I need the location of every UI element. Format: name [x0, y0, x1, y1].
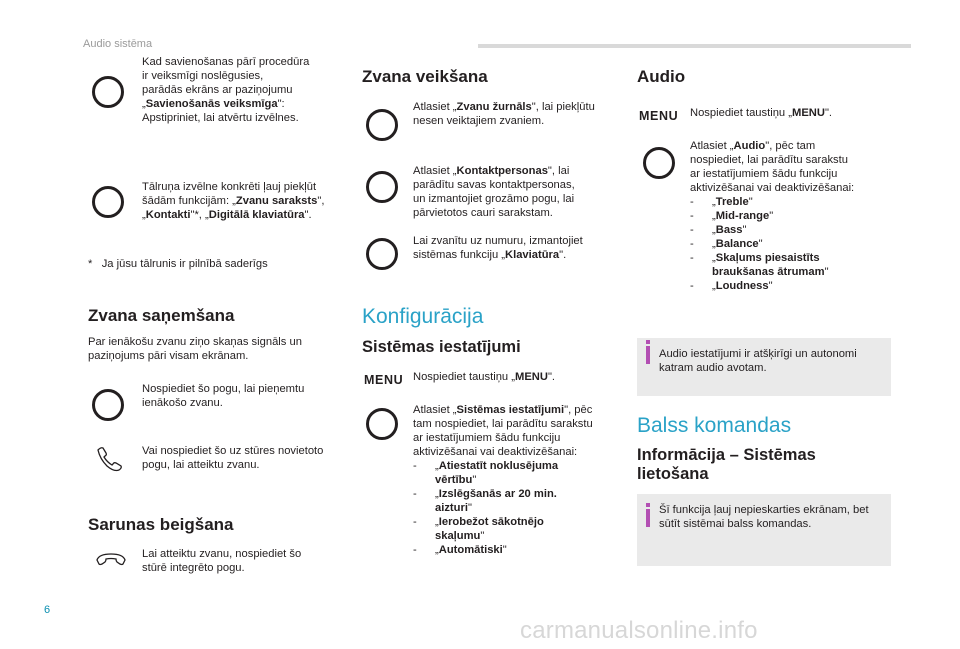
press-menu-text: Nospiediet taustiņu „MENU". — [413, 371, 556, 383]
accept-call-text: Nospiediet šo pogu, lai pieņemtu ienākošo zvanu. — [142, 383, 305, 409]
system-settings-options — [413, 459, 623, 557]
heading-making-call: Zvana veikšana — [362, 67, 488, 86]
call-log-text: Atlasiet „Zvanu žurnāls", lai piekļūtu nesen veiktajiem zvaniem. — [413, 101, 595, 127]
list-item: - „Balance" — [690, 237, 900, 251]
keypad-text: Lai zvanītu uz numuru, izmantojiet sistēmas funkciju „Klaviatūra". — [413, 235, 583, 261]
press-menu-text: Nospiediet taustiņu „MENU". — [690, 107, 833, 119]
phone-hangup-icon — [95, 550, 127, 570]
subheading-system-usage: Informācija – Sistēmas lietošana — [637, 446, 816, 483]
watermark: carmanualsonline.info — [520, 617, 758, 644]
button-circle-icon — [92, 389, 124, 421]
section-title-configuration: Konfigurācija — [362, 305, 484, 328]
info-note-audio: Audio iestatījumi ir atšķirīgi un autonomi katram audio avotam. — [637, 338, 891, 396]
section-title-voice-commands: Balss komandas — [637, 414, 792, 437]
list-item: - „Treble" — [690, 195, 900, 209]
hangup-text: Lai atteiktu zvanu, nospiediet šo stūrē integrēto pogu. — [142, 548, 302, 574]
list-item: - „Ierobežot sākotnējo skaļumu" — [413, 515, 623, 543]
button-circle-icon — [92, 186, 124, 218]
incoming-call-text: Par ienākošu zvanu ziņo skaņas signāls un paziņojums pāri visam ekrānam. — [88, 336, 302, 362]
phone-menu-text: Tālruņa izvēlne konkrēti ļauj piekļūt šādām funkcijām: „Zvanu saraksts", „Kontakti"*, „Digitālā klaviatūra". — [142, 181, 325, 221]
button-circle-icon — [366, 171, 398, 203]
button-circle-icon — [92, 76, 124, 108]
menu-key-icon: MENU — [639, 109, 679, 123]
list-item: - „Atiestatīt noklusējuma vērtību" — [413, 459, 623, 487]
audio-settings-text: Atlasiet „Audio", pēc tam nospiediet, lai parādītu sarakstu ar iestatījumiem šādu funkciju aktivizēšanai vai deaktivizēšanai: - „Treble" - „Mid-range" - „Bass" - „Balance" - „Skaļums piesaistīts braukšanas ātrumam" - „Loudness" — [690, 139, 900, 293]
system-settings-text: Atlasiet „Sistēmas iestatījumi", pēc tam nospiediet, lai parādītu sarakstu ar iestatījumiem šādu funkciju aktivizēšanai vai deaktivizēšanai: - „Atiestatīt noklusējuma vērtību" - „Izslēgšanās ar 20 min. aizturi" - „Ierobežot sākotnējo skaļumu" - „Automātiski" — [413, 403, 623, 557]
info-note-voice: Šī funkcija ļauj nepieskarties ekrānam, bet sūtīt sistēmai balss komandas. — [637, 494, 891, 566]
list-item: - „Loudness" — [690, 279, 900, 293]
list-item: - „Bass" — [690, 223, 900, 237]
button-circle-icon — [643, 147, 675, 179]
footnote: * Ja jūsu tālrunis ir pilnībā saderīgs — [88, 258, 268, 270]
heading-audio: Audio — [637, 67, 686, 86]
list-item: - „Skaļums piesaistīts braukšanas ātrumam" — [690, 251, 900, 279]
subheading-system-settings: Sistēmas iestatījumi — [362, 338, 521, 356]
heading-end-call: Sarunas beigšana — [88, 515, 234, 534]
audio-settings-options — [690, 195, 900, 293]
button-circle-icon — [366, 408, 398, 440]
info-marker-icon — [646, 509, 650, 527]
button-circle-icon — [366, 109, 398, 141]
pairing-success-text: Kad savienošanas pārī procedūra ir veiksmīgi noslēgusies, parādās ekrāns ar paziņojumu „Savienošanās veiksmīga": Apstipriniet, lai atvērtu izvēlnes. — [142, 56, 310, 124]
list-item: - „Automātiski" — [413, 543, 623, 557]
contacts-text: Atlasiet „Kontaktpersonas", lai parādītu savas kontaktpersonas, un izmantojiet grozāmo pogu, lai pārvietotos cauri sarakstam. — [413, 165, 575, 219]
info-marker-icon — [646, 346, 650, 364]
reject-call-text: Vai nospiediet šo uz stūres novietoto pogu, lai atteiktu zvanu. — [142, 445, 324, 471]
running-header: Audio sistēma — [83, 38, 153, 50]
button-circle-icon — [366, 238, 398, 270]
heading-receiving-call: Zvana saņemšana — [88, 306, 235, 325]
list-item: - „Mid-range" — [690, 209, 900, 223]
header-divider — [478, 44, 911, 48]
list-item: - „Izslēgšanās ar 20 min. aizturi" — [413, 487, 623, 515]
menu-key-icon: MENU — [364, 373, 404, 387]
phone-handset-icon — [95, 444, 125, 472]
page-number: 6 — [44, 604, 51, 616]
